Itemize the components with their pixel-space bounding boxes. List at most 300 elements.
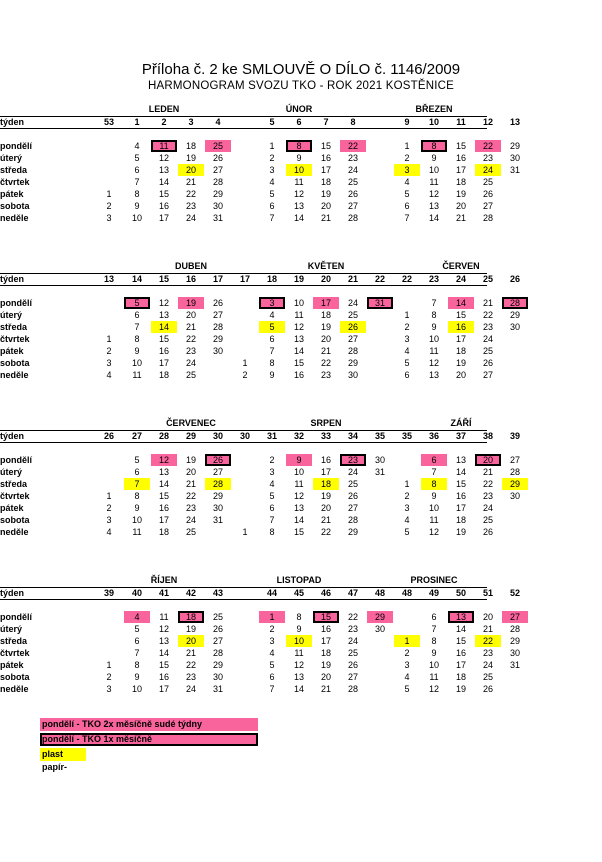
calendar-day: 18 <box>320 177 331 187</box>
collection-day-plast: 7 <box>124 478 150 490</box>
month-name: BŘEZEN <box>415 104 453 114</box>
week-number: 39 <box>103 588 114 598</box>
calendar-day: 11 <box>294 310 304 320</box>
calendar-day: 3 <box>106 213 112 223</box>
calendar-day: 7 <box>404 213 410 223</box>
row-label-wed: středa <box>0 479 28 489</box>
calendar-day: 30 <box>347 370 358 380</box>
calendar-day: 22 <box>347 612 358 622</box>
week-number: 21 <box>347 274 358 284</box>
calendar-day: 15 <box>293 527 304 537</box>
calendar-day: 30 <box>509 322 520 332</box>
calendar-day: 5 <box>269 189 275 199</box>
week-number: 31 <box>266 431 277 441</box>
calendar-day: 22 <box>320 358 331 368</box>
row-label-mon: pondělí <box>0 455 32 465</box>
calendar-day: 13 <box>158 467 169 477</box>
calendar-day: 17 <box>455 503 466 513</box>
week-number: 53 <box>103 117 114 127</box>
calendar-day: 6 <box>134 636 140 646</box>
calendar-day: 21 <box>185 322 196 332</box>
calendar-day: 8 <box>134 334 140 344</box>
calendar-day: 6 <box>269 672 275 682</box>
calendar-day: 10 <box>293 467 304 477</box>
calendar-day: 3 <box>269 165 275 175</box>
month-name: ZÁŘÍ <box>450 418 472 428</box>
calendar-day: 28 <box>482 213 493 223</box>
calendar-day: 23 <box>185 503 196 513</box>
row-label-sat: sobota <box>0 201 30 211</box>
calendar-day: 9 <box>431 491 437 501</box>
row-label-thu: čtvrtek <box>0 334 30 344</box>
calendar-day: 13 <box>158 165 169 175</box>
row-label-mon: pondělí <box>0 612 32 622</box>
calendar-day: 25 <box>185 527 196 537</box>
calendar-day: 27 <box>347 201 358 211</box>
calendar-day: 26 <box>482 684 493 694</box>
calendar-day: 28 <box>212 322 223 332</box>
calendar-day: 12 <box>293 189 304 199</box>
calendar-day: 10 <box>131 213 142 223</box>
month-name: PROSINEC <box>410 575 458 585</box>
collection-day-plast: 22 <box>475 635 501 647</box>
calendar-day: 26 <box>482 189 493 199</box>
week-number: 19 <box>293 274 304 284</box>
collection-day-plast: 14 <box>151 321 177 333</box>
week-number: 24 <box>455 274 466 284</box>
calendar-day: 2 <box>106 346 112 356</box>
week-number: 26 <box>103 431 114 441</box>
calendar-day: 12 <box>428 527 439 537</box>
calendar-day: 6 <box>269 201 275 211</box>
calendar-day: 17 <box>455 165 466 175</box>
calendar-day: 11 <box>132 370 142 380</box>
calendar-day: 18 <box>455 346 466 356</box>
calendar-day: 22 <box>185 491 196 501</box>
calendar-day: 13 <box>428 201 439 211</box>
calendar-day: 2 <box>269 624 275 634</box>
calendar-day: 6 <box>404 201 410 211</box>
calendar-day: 5 <box>269 491 275 501</box>
collection-day-tko: 28 <box>502 297 528 309</box>
calendar-day: 9 <box>134 672 140 682</box>
calendar-day: 11 <box>429 515 439 525</box>
calendar-day: 15 <box>158 189 169 199</box>
calendar-day: 13 <box>455 455 466 465</box>
week-number: 35 <box>401 431 412 441</box>
week-number: 52 <box>509 588 520 598</box>
calendar-day: 2 <box>106 672 112 682</box>
calendar-day: 22 <box>482 310 493 320</box>
row-label-wed: středa <box>0 322 28 332</box>
calendar-day: 8 <box>431 310 437 320</box>
calendar-day: 17 <box>455 334 466 344</box>
week-number: 17 <box>239 274 250 284</box>
calendar-day: 1 <box>106 660 112 670</box>
week-number: 5 <box>269 117 275 127</box>
week-number: 48 <box>401 588 412 598</box>
calendar-day: 21 <box>320 684 331 694</box>
calendar-day: 18 <box>455 672 466 682</box>
week-number: 16 <box>185 274 196 284</box>
calendar-day: 24 <box>482 660 493 670</box>
legend-item: plast papír- <box>40 748 86 761</box>
calendar-day: 23 <box>320 370 331 380</box>
calendar-day: 29 <box>212 189 223 199</box>
calendar-day: 22 <box>185 189 196 199</box>
calendar-day: 30 <box>374 455 385 465</box>
week-number: 2 <box>161 117 167 127</box>
collection-day-tko: 22 <box>475 140 501 152</box>
calendar-day: 19 <box>320 491 331 501</box>
calendar-day: 2 <box>269 153 275 163</box>
calendar-day: 3 <box>269 467 275 477</box>
calendar-day: 30 <box>374 624 385 634</box>
month-name: DUBEN <box>174 261 207 271</box>
calendar-day: 1 <box>106 334 112 344</box>
week-number: 28 <box>158 431 169 441</box>
calendar-day: 29 <box>212 491 223 501</box>
week-number: 27 <box>131 431 142 441</box>
week-number: 30 <box>239 431 250 441</box>
calendar-day: 31 <box>509 660 520 670</box>
calendar-day: 1 <box>404 479 410 489</box>
week-number: 34 <box>347 431 358 441</box>
week-number: 18 <box>266 274 277 284</box>
collection-day-plast: 10 <box>286 635 312 647</box>
collection-day-plast: 29 <box>502 478 528 490</box>
calendar-day: 2 <box>404 491 410 501</box>
row-label-sun: neděle <box>0 527 29 537</box>
week-number: 22 <box>401 274 412 284</box>
week-number: 45 <box>293 588 304 598</box>
calendar-day: 3 <box>404 503 410 513</box>
row-label-sat: sobota <box>0 515 30 525</box>
calendar-day: 28 <box>347 213 358 223</box>
calendar-day: 19 <box>455 684 466 694</box>
week-number: 13 <box>103 274 114 284</box>
calendar-day: 29 <box>347 527 358 537</box>
week-number: 41 <box>158 588 169 598</box>
calendar-day: 27 <box>347 334 358 344</box>
row-label-sat: sobota <box>0 358 30 368</box>
calendar-day: 23 <box>347 153 358 163</box>
calendar-day: 7 <box>269 213 275 223</box>
calendar-day: 15 <box>320 141 331 151</box>
calendar-day: 17 <box>320 467 331 477</box>
collection-day-tko: 18 <box>178 611 204 623</box>
calendar-day: 16 <box>293 370 304 380</box>
calendar-day: 16 <box>320 455 331 465</box>
calendar-day: 2 <box>242 370 248 380</box>
calendar-day: 25 <box>482 177 493 187</box>
row-label-week: týden <box>0 431 25 441</box>
calendar-day: 24 <box>347 165 358 175</box>
calendar-day: 19 <box>185 624 196 634</box>
collection-day-plast: 10 <box>286 164 312 176</box>
calendar-day: 16 <box>158 672 169 682</box>
calendar-day: 9 <box>134 346 140 356</box>
collection-day-tko: 20 <box>475 454 501 466</box>
calendar-day: 9 <box>431 648 437 658</box>
calendar-day: 15 <box>455 479 466 489</box>
calendar-day: 14 <box>293 213 304 223</box>
calendar-day: 8 <box>296 612 302 622</box>
calendar-day: 15 <box>158 660 169 670</box>
collection-day-tko: 13 <box>448 611 474 623</box>
calendar-day: 11 <box>429 177 439 187</box>
week-number: 48 <box>374 588 385 598</box>
calendar-day: 20 <box>320 201 331 211</box>
calendar-day: 30 <box>212 346 223 356</box>
row-label-tue: úterý <box>0 624 23 634</box>
calendar-day: 8 <box>134 189 140 199</box>
calendar-day: 4 <box>269 648 275 658</box>
calendar-day: 30 <box>212 503 223 513</box>
calendar-day: 18 <box>158 527 169 537</box>
calendar-day: 12 <box>158 153 169 163</box>
calendar-day: 7 <box>134 322 140 332</box>
calendar-day: 15 <box>455 310 466 320</box>
calendar-day: 30 <box>212 672 223 682</box>
row-label-thu: čtvrtek <box>0 491 30 501</box>
calendar-day: 5 <box>404 358 410 368</box>
collection-day-tko: 22 <box>340 140 366 152</box>
week-number: 3 <box>188 117 194 127</box>
week-number: 17 <box>212 274 223 284</box>
week-number: 10 <box>428 117 439 127</box>
calendar-day: 19 <box>185 455 196 465</box>
calendar-day: 31 <box>212 515 223 525</box>
calendar-day: 21 <box>185 479 196 489</box>
calendar-day: 26 <box>347 660 358 670</box>
collection-day-tko: 5 <box>124 297 150 309</box>
calendar-day: 6 <box>134 467 140 477</box>
calendar-day: 25 <box>482 346 493 356</box>
week-number: 4 <box>215 117 221 127</box>
calendar-day: 2 <box>106 503 112 513</box>
calendar-day: 16 <box>320 624 331 634</box>
calendar-day: 16 <box>455 491 466 501</box>
week-number: 15 <box>158 274 169 284</box>
calendar-day: 12 <box>428 189 439 199</box>
calendar-day: 7 <box>269 346 275 356</box>
week-number: 43 <box>212 588 223 598</box>
calendar-day: 20 <box>185 467 196 477</box>
collection-day-tko: 26 <box>205 454 231 466</box>
calendar-day: 8 <box>134 660 140 670</box>
calendar-day: 22 <box>185 660 196 670</box>
calendar-day: 4 <box>404 346 410 356</box>
month-name: ÚNOR <box>285 104 313 114</box>
calendar-day: 10 <box>131 358 142 368</box>
calendar-day: 10 <box>131 515 142 525</box>
row-label-sun: neděle <box>0 370 29 380</box>
calendar-day: 10 <box>428 503 439 513</box>
calendar-day: 9 <box>296 153 302 163</box>
collection-day-plast: 8 <box>421 478 447 490</box>
week-number: 11 <box>456 117 466 127</box>
collection-day-tko: 31 <box>367 297 393 309</box>
calendar-day: 6 <box>134 165 140 175</box>
calendar-day: 27 <box>482 370 493 380</box>
week-number: 20 <box>320 274 331 284</box>
calendar-day: 29 <box>212 334 223 344</box>
week-number: 1 <box>134 117 140 127</box>
calendar-day: 6 <box>134 310 140 320</box>
calendar-day: 14 <box>455 624 466 634</box>
calendar-day: 2 <box>404 648 410 658</box>
calendar-day: 27 <box>509 455 520 465</box>
calendar-day: 19 <box>455 358 466 368</box>
calendar-day: 24 <box>185 684 196 694</box>
calendar-day: 11 <box>132 527 142 537</box>
week-number: 12 <box>482 117 493 127</box>
collection-day-tko: 8 <box>286 140 312 152</box>
row-label-fri: pátek <box>0 503 24 513</box>
calendar-day: 3 <box>106 358 112 368</box>
calendar-day: 7 <box>431 467 437 477</box>
week-number: 42 <box>185 588 196 598</box>
calendar-day: 17 <box>158 515 169 525</box>
calendar-day: 21 <box>482 624 493 634</box>
calendar-day: 17 <box>455 660 466 670</box>
calendar-day: 8 <box>269 358 275 368</box>
calendar-day: 24 <box>482 503 493 513</box>
calendar-day: 27 <box>347 672 358 682</box>
calendar-day: 4 <box>134 141 140 151</box>
calendar-day: 15 <box>158 334 169 344</box>
calendar-day: 9 <box>269 370 275 380</box>
collection-day-plast: 16 <box>448 321 474 333</box>
calendar-day: 2 <box>106 201 112 211</box>
calendar-day: 23 <box>185 672 196 682</box>
calendar-day: 26 <box>482 527 493 537</box>
calendar-day: 14 <box>455 467 466 477</box>
calendar-day: 9 <box>431 153 437 163</box>
calendar-day: 29 <box>212 660 223 670</box>
calendar-day: 11 <box>294 479 304 489</box>
calendar-day: 17 <box>158 684 169 694</box>
calendar-day: 6 <box>269 334 275 344</box>
calendar-day: 27 <box>212 467 223 477</box>
calendar-day: 30 <box>509 491 520 501</box>
month-name: LEDEN <box>148 104 180 114</box>
calendar-day: 23 <box>185 201 196 211</box>
collection-day-plast: 26 <box>340 321 366 333</box>
calendar-day: 26 <box>482 358 493 368</box>
calendar-day: 11 <box>429 346 439 356</box>
calendar-day: 10 <box>428 660 439 670</box>
collection-day-tko: 8 <box>421 140 447 152</box>
calendar-day: 30 <box>509 648 520 658</box>
calendar-day: 1 <box>242 527 248 537</box>
calendar-day: 1 <box>106 491 112 501</box>
collection-day-tko: 3 <box>259 297 285 309</box>
calendar-day: 5 <box>134 153 140 163</box>
calendar-day: 24 <box>482 334 493 344</box>
calendar-day: 20 <box>320 334 331 344</box>
week-number: 23 <box>428 274 439 284</box>
week-number: 47 <box>347 588 358 598</box>
calendar-day: 1 <box>269 141 275 151</box>
calendar-day: 12 <box>293 322 304 332</box>
collection-day-plast: 20 <box>178 635 204 647</box>
calendar-day: 18 <box>455 515 466 525</box>
calendar-day: 19 <box>320 322 331 332</box>
calendar-day: 24 <box>347 298 358 308</box>
calendar-day: 7 <box>134 648 140 658</box>
calendar-day: 20 <box>455 370 466 380</box>
collection-day-tko: 19 <box>178 297 204 309</box>
calendar-day: 5 <box>404 189 410 199</box>
calendar-day: 14 <box>293 515 304 525</box>
calendar-day: 1 <box>106 189 112 199</box>
week-number: 22 <box>374 274 385 284</box>
calendar-day: 31 <box>509 165 520 175</box>
calendar-day: 25 <box>185 370 196 380</box>
calendar-day: 24 <box>347 467 358 477</box>
calendar-day: 19 <box>455 189 466 199</box>
collection-day-tko: 25 <box>205 140 231 152</box>
collection-day-tko: 29 <box>367 611 393 623</box>
calendar-day: 18 <box>320 648 331 658</box>
calendar-day: 4 <box>404 515 410 525</box>
week-number: 38 <box>482 431 493 441</box>
calendar-day: 12 <box>158 624 169 634</box>
calendar-day: 26 <box>347 189 358 199</box>
row-label-mon: pondělí <box>0 298 32 308</box>
calendar-day: 14 <box>293 346 304 356</box>
calendar-day: 2 <box>269 455 275 465</box>
calendar-day: 5 <box>404 684 410 694</box>
calendar-day: 23 <box>347 624 358 634</box>
collection-day-tko: 12 <box>151 454 177 466</box>
row-label-fri: pátek <box>0 189 24 199</box>
collection-day-tko: 6 <box>421 454 447 466</box>
row-label-wed: středa <box>0 165 28 175</box>
calendar-day: 15 <box>455 141 466 151</box>
calendar-day: 4 <box>404 177 410 187</box>
week-number: 33 <box>320 431 331 441</box>
calendar-day: 13 <box>293 672 304 682</box>
calendar-day: 25 <box>482 672 493 682</box>
week-number: 40 <box>131 588 142 598</box>
collection-day-plast: 5 <box>259 321 285 333</box>
calendar-day: 13 <box>293 201 304 211</box>
collection-day-tko: 15 <box>313 611 339 623</box>
calendar-day: 25 <box>347 479 358 489</box>
calendar-day: 16 <box>158 346 169 356</box>
month-name: ČERVENEC <box>166 418 216 428</box>
calendar-day: 27 <box>212 310 223 320</box>
calendar-day: 26 <box>347 491 358 501</box>
calendar-day: 3 <box>106 515 112 525</box>
calendar-day: 27 <box>212 165 223 175</box>
calendar-day: 26 <box>212 153 223 163</box>
week-number: 36 <box>428 431 439 441</box>
calendar-day: 24 <box>185 515 196 525</box>
week-number: 46 <box>320 588 331 598</box>
header-rule <box>0 599 487 600</box>
calendar-day: 15 <box>455 636 466 646</box>
calendar-day: 13 <box>293 334 304 344</box>
calendar-day: 18 <box>185 141 196 151</box>
week-number: 32 <box>293 431 304 441</box>
header-rule <box>0 128 487 129</box>
week-number: 49 <box>428 588 439 598</box>
month-name: ČERVEN <box>442 261 480 271</box>
